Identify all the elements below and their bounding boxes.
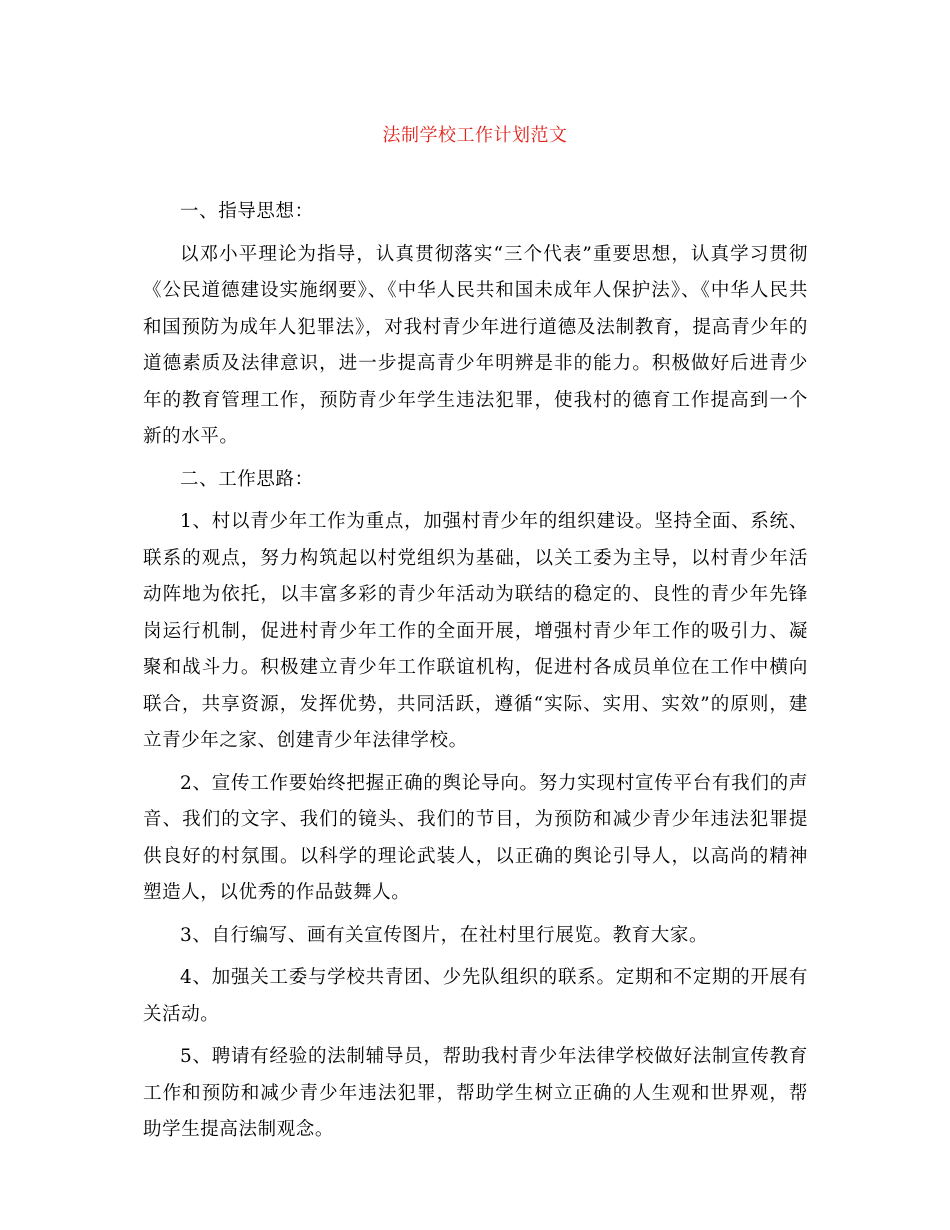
paragraph-guiding-thought: 以邓小平理论为指导，认真贯彻落实“三个代表”重要思想，认真学习贯彻《公民道德建设实施纲要》、《中华人民共和国未成年人保护法》、《中华人民共和国预防为成年人犯罪法》，对我村青少年进行道德及法制教育，提高青少年的道德素质及法律意识，进一步提高青少年明辨是非的能力。积极做好后进青少年的教育管理工作，预防青少年学生违法犯罪，使我村的德育工作提高到一个新的水平。: [143, 243, 808, 447]
paragraph-item-4: 4、加强关工委与学校共青团、少先队组织的联系。定期和不定期的开展有关活动。: [143, 967, 808, 1025]
section-heading-guiding-thought: 一、指导思想：: [180, 201, 314, 222]
paragraph-item-1: 1、村以青少年工作为重点，加强村青少年的组织建设。坚持全面、系统、联系的观点，努力构筑起以村党组织为基础，以关工委为主导，以村青少年活动阵地为依托，以丰富多彩的青少年活动为联结的稳定的、良性的青少年先锋岗运行机制，促进村青少年工作的全面开展，增强村青少年工作的吸引力、凝聚和战斗力。积极建立青少年工作联谊机构，促进村各成员单位在工作中横向联合，共享资源，发挥优势，共同活跃，遵循“实际、实用、实效”的原则，建立青少年之家、创建青少年法律学校。: [143, 511, 808, 751]
document-body: [143, 194, 808, 1155]
section-heading-work-approach: 二、工作思路：: [180, 468, 314, 490]
paragraph-item-3: 3、自行编写、画有关宣传图片，在社村里行展览。教育大家。: [180, 924, 709, 946]
paragraph-item-2: 2、宣传工作要始终把握正确的舆论导向。努力实现村宣传平台有我们的声音、我们的文字、我们的镜头、我们的节目，为预防和减少青少年违法犯罪提供良好的村氛围。以科学的理论武装人，以正确的舆论引导人，以高尚的精神塑造人，以优秀的作品鼓舞人。: [143, 772, 808, 903]
document-title: 法制学校工作计划范文: [382, 125, 568, 146]
paragraph-item-5: 5、聘请有经验的法制辅导员，帮助我村青少年法律学校做好法制宣传教育工作和预防和减少青少年违法犯罪，帮助学生树立正确的人生观和世界观，帮助学生提高法制观念。: [143, 1046, 808, 1140]
